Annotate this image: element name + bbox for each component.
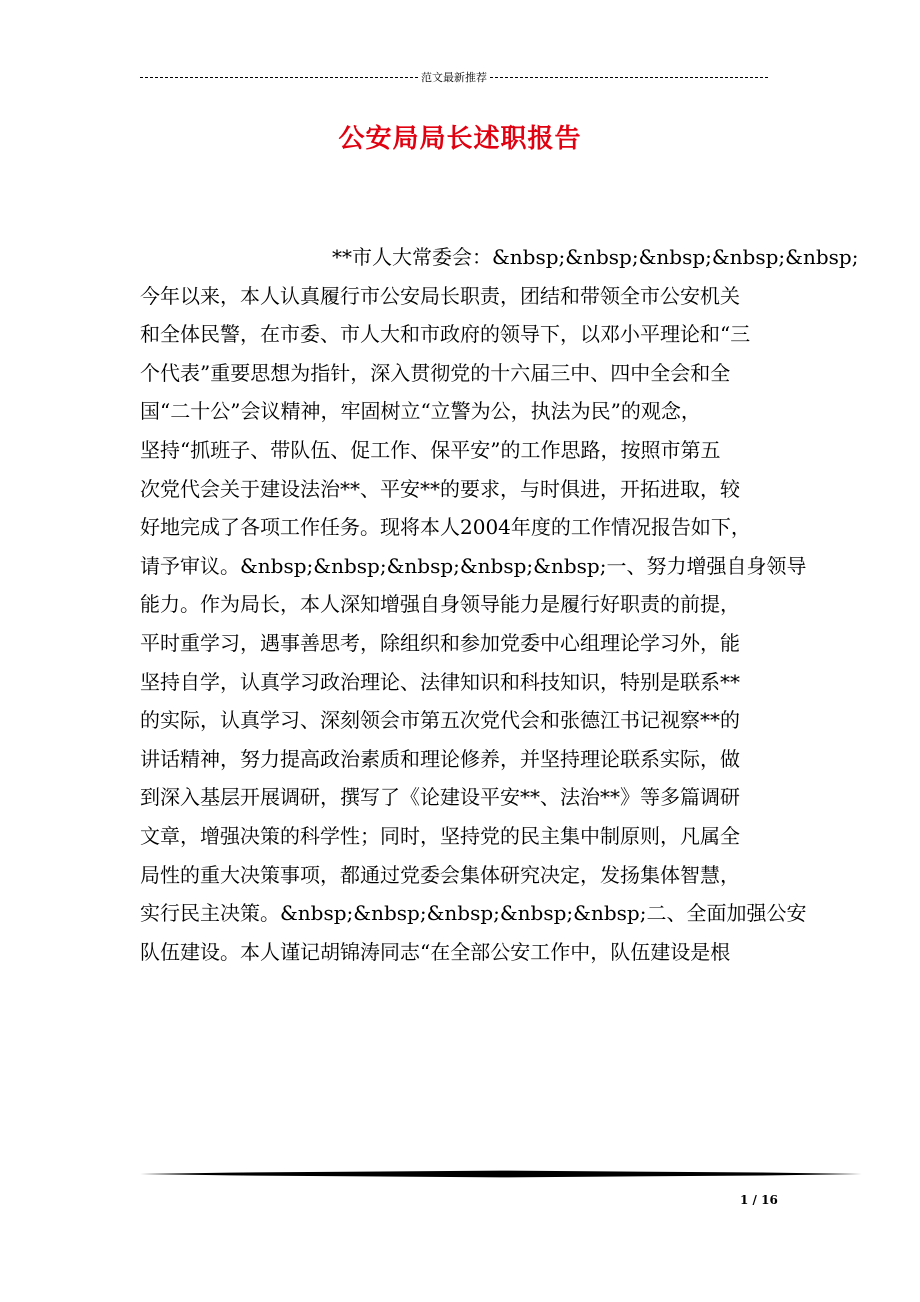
body-line: 能力。作为局长，本人深知增强自身领导能力是履行好职责的前提，: [140, 592, 740, 617]
body-line: 今年以来，本人认真履行市公安局长职责，团结和带领全市公安机关: [140, 283, 740, 308]
body-line: 到深入基层开展调研，撰写了《论建设平安**、法治**》等多篇调研: [140, 785, 740, 810]
body-line: 请予审议。&nbsp;&nbsp;&nbsp;&nbsp;&nbsp;一、努力增强自身领导: [140, 553, 807, 578]
body-line: 坚持“抓班子、带队伍、促工作、保平安”的工作思路，按照市第五: [140, 437, 721, 462]
header-label: 范文最新推荐: [421, 71, 487, 84]
body-line: 次党代会关于建设法治**、平安**的要求，与时俱进，开拓进取，较: [140, 476, 740, 501]
footer-rule: [140, 1170, 862, 1178]
body-line: 国“二十公”会议精神，牢固树立“立警为公，执法为民”的观念，: [140, 399, 701, 424]
body-line: 个代表”重要思想为指针，深入贯彻党的十六届三中、四中全会和全: [140, 360, 731, 385]
salutation-line: **市人大常委会：&nbsp;&nbsp;&nbsp;&nbsp;&nbsp;: [332, 245, 859, 269]
body-line: 文章，增强决策的科学性；同时，坚持党的民主集中制原则，凡属全: [140, 823, 740, 848]
page-header: [140, 70, 768, 84]
document-body: [140, 238, 859, 971]
body-line: 队伍建设。本人谨记胡锦涛同志“在全部公安工作中，队伍建设是根: [140, 939, 731, 964]
header-dash-right: [490, 77, 768, 78]
body-line: 好地完成了各项工作任务。现将本人2004年度的工作情况报告如下，: [140, 515, 751, 540]
body-line: 坚持自学，认真学习政治理论、法律知识和科技知识，特别是联系**: [140, 669, 740, 694]
body-line: 平时重学习，遇事善思考，除组织和参加党委中心组理论学习外，能: [140, 630, 740, 655]
document-title: 公安局局长述职报告: [338, 124, 582, 154]
header-dash-left: [140, 77, 418, 78]
body-line: 实行民主决策。&nbsp;&nbsp;&nbsp;&nbsp;&nbsp;二、全面加强公安: [140, 901, 807, 926]
page-number: 1 / 16: [740, 1193, 778, 1207]
body-line: 和全体民警，在市委、市人大和市政府的领导下，以邓小平理论和“三: [140, 322, 751, 347]
body-line: 局性的重大决策事项，都通过党委会集体研究决定，发扬集体智慧，: [140, 862, 740, 887]
body-line: 讲话精神，努力提高政治素质和理论修养，并坚持理论联系实际，做: [140, 746, 740, 771]
body-line: 的实际，认真学习、深刻领会市第五次党代会和张德江书记视察**的: [140, 708, 740, 733]
